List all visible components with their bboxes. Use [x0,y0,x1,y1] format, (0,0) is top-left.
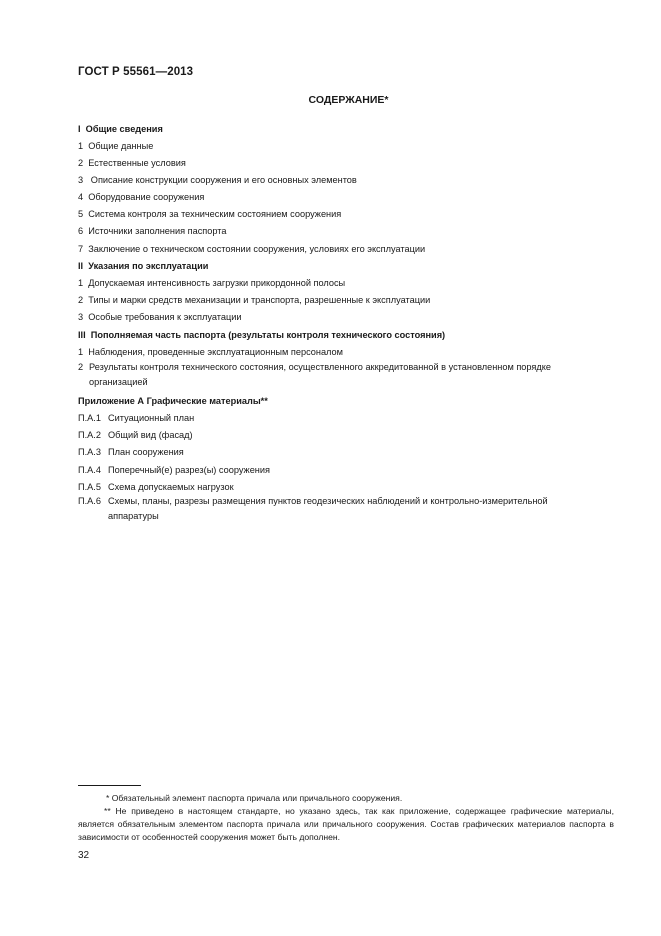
appendix-item: П.А.1 Ситуационный план [78,413,195,423]
appendix-item: П.А.5 Схема допускаемых нагрузок [78,482,234,492]
toc-item: 5 Система контроля за техническим состоянием сооружения [78,209,342,219]
page-title: СОДЕРЖАНИЕ* [308,94,389,106]
appendix-item: П.А.4 Поперечный(е) разрез(ы) сооружения [78,465,270,475]
toc-item: 7 Заключение о техническом состоянии сооружения, условиях его эксплуатации [78,244,426,254]
document-code: ГОСТ Р 55561—2013 [78,66,194,78]
section-heading-2: II Указания по эксплуатации [78,261,209,271]
appendix-heading: Приложение А Графические материалы** [78,396,268,406]
footnote-2: ** Не приведено в настоящем стандарте, но указано здесь, так как приложение, содержащее графические материалы, является обязательным элементом паспорта причала или причального сооружения. Состав графических материалов паспорта в зависимости от особенностей сооружения может быть дополнен. [78,806,614,842]
footnote-separator [78,785,141,786]
toc-item: 1 Общие данные [78,141,154,151]
toc-item: 1 Наблюдения, проведенные эксплуатационным персоналом [78,347,343,357]
toc-item: 6 Источники заполнения паспорта [78,226,227,236]
appendix-item: П.А.2 Общий вид (фасад) [78,430,193,440]
toc-item: 2 Типы и марки средств механизации и транспорта, разрешенные к эксплуатации [78,295,431,305]
toc-item: 4 Оборудование сооружения [78,192,205,202]
footnote-1: * Обязательный элемент паспорта причала или причального сооружения. [106,793,403,803]
section-heading-1: I Общие сведения [78,124,163,134]
toc-item: 2 Естественные условия [78,158,186,168]
toc-item: 3 Описание конструкции сооружения и его основных элементов [78,175,357,185]
toc-item: 1 Допускаемая интенсивность загрузки прикордонной полосы [78,278,346,288]
toc-item: 3 Особые требования к эксплуатации [78,312,242,322]
page-number: 32 [78,850,90,861]
appendix-item: П.А.3 План сооружения [78,447,184,457]
toc-item-wrapped: 2 Результаты контроля технического состояния, осуществленного аккредитованной в установленном порядке организацией [78,362,551,387]
appendix-item-wrapped: П.А.6 Схемы, планы, разрезы размещения пунктов геодезических наблюдений и контрольно-измерительной аппаратуры [78,496,548,521]
section-heading-3: III Пополняемая часть паспорта (результаты контроля технического состояния) [78,330,446,340]
